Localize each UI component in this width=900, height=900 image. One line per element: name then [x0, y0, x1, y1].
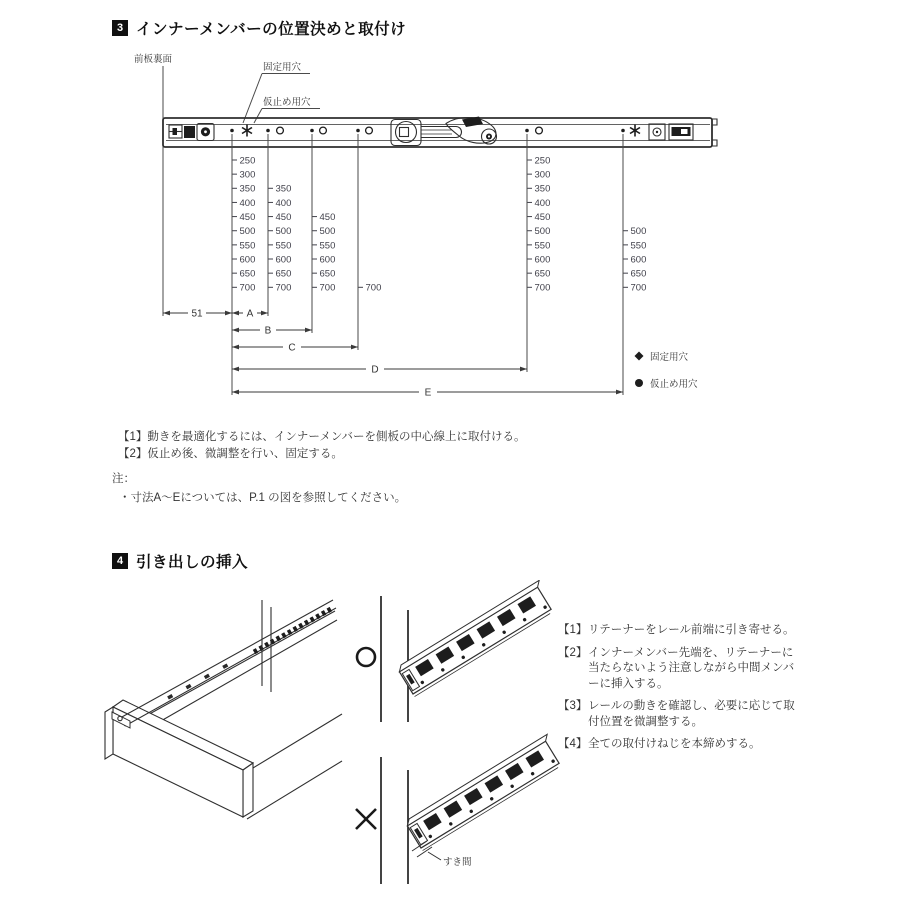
- scale-value: 700: [534, 282, 551, 294]
- step-4: [558, 737, 804, 753]
- dim-C: C: [288, 342, 296, 354]
- scale-value: 550: [534, 240, 551, 252]
- length-scales: [233, 155, 647, 293]
- section3-title: インナーメンバーの位置決めと取付け: [136, 21, 407, 38]
- filled-circle-icon: [635, 379, 643, 387]
- section4-steps: [558, 623, 804, 760]
- step-3: [558, 699, 804, 730]
- section3-number-badge: 3: [112, 20, 128, 36]
- scale-value: 600: [630, 254, 647, 266]
- scale-value: 650: [319, 268, 336, 280]
- scale-value: 600: [319, 254, 336, 266]
- section4-number-badge: 4: [112, 553, 128, 569]
- scale-value: 300: [239, 169, 256, 181]
- ng-mark: [356, 809, 376, 829]
- step-1-text: リテーナーをレール前端に引き寄せる。: [588, 624, 795, 636]
- step-1-marker: 【1】: [558, 624, 588, 636]
- section3-notes: [118, 429, 658, 463]
- scale-value: 650: [630, 268, 647, 280]
- temp-hole-callout: 仮止め用穴: [263, 97, 311, 108]
- step-2-text: インナーメンバー先端を、リテーナーに当たらないよう注意しながら中間メンバーに挿入する。: [588, 646, 795, 690]
- correct-example: [357, 580, 557, 722]
- step-2-marker: 【2】: [558, 646, 588, 659]
- scale-value: 250: [534, 155, 551, 167]
- scale-value: 500: [275, 226, 292, 238]
- scale-value: 700: [239, 282, 256, 294]
- scale-value: 650: [534, 268, 551, 280]
- dim-D: D: [371, 364, 379, 376]
- scale-value: 400: [239, 197, 256, 209]
- scale-value: 500: [630, 226, 647, 238]
- fixing-hole-callout: 固定用穴: [263, 62, 302, 73]
- dim-51: 51: [191, 308, 203, 320]
- diamond-icon: [635, 352, 644, 361]
- rail-front-latch: [169, 124, 214, 141]
- note-bullet: ・寸法A～Eについては、P.1 の図を参照してください。: [119, 492, 407, 504]
- gap-label: すき間: [443, 857, 472, 868]
- scale-value: 350: [275, 183, 292, 195]
- temp-holes: [277, 127, 543, 134]
- rail-detail-flush: [397, 580, 557, 696]
- slide-rail: [163, 117, 717, 148]
- scale-value: 700: [365, 282, 382, 294]
- scale-value: 700: [630, 282, 647, 294]
- section4-title: 引き出しの挿入: [136, 554, 249, 571]
- step-3-marker: 【3】: [558, 700, 588, 712]
- temp-hole-leader: [254, 109, 262, 124]
- scale-value: 500: [239, 226, 256, 238]
- fixing-hole-leader: [243, 74, 262, 124]
- legend-temp-label: 仮止め用穴: [650, 379, 698, 390]
- scale-value: 350: [534, 183, 551, 195]
- scale-value: 650: [275, 268, 292, 280]
- scale-value: 450: [239, 211, 256, 223]
- scale-value: 600: [239, 254, 256, 266]
- note-line-1: 【1】動きを最適化するには、インナーメンバーを側板の中心線上に取付ける。: [118, 431, 526, 443]
- rail-detail-gap: [405, 734, 565, 850]
- fixing-hole-star-right: [630, 125, 640, 137]
- drawer-illustration: [105, 600, 342, 819]
- rail-position-diagram: [0, 0, 900, 420]
- scale-value: 550: [319, 240, 336, 252]
- note-line-2: 【2】仮止め後、微調整を行い、固定する。: [118, 448, 343, 460]
- scale-value: 400: [275, 197, 292, 209]
- scale-value: 400: [534, 197, 551, 209]
- drawer-insert-diagram: [0, 580, 620, 900]
- scale-value: 550: [275, 240, 292, 252]
- step-2: [558, 646, 804, 693]
- fixing-hole-star-left: [242, 125, 252, 137]
- step-1: [558, 623, 804, 639]
- scale-value: 450: [319, 211, 336, 223]
- scale-value: 350: [239, 183, 256, 195]
- scale-value: 650: [239, 268, 256, 280]
- legend-fixing-label: 固定用穴: [650, 352, 689, 363]
- dim-A: A: [246, 308, 254, 320]
- section4-heading: [112, 550, 248, 572]
- scale-value: 600: [534, 254, 551, 266]
- step-4-marker: 【4】: [558, 738, 588, 750]
- ok-mark: [357, 648, 375, 666]
- scale-value: 250: [239, 155, 256, 167]
- incorrect-example: [356, 734, 565, 884]
- scale-value: 600: [275, 254, 292, 266]
- front-panel-label: 前板裏面: [134, 54, 173, 65]
- drawer-slide-rail: [112, 600, 336, 728]
- scale-value: 550: [630, 240, 647, 252]
- rail-rear-latch: [649, 124, 693, 140]
- section3-heading: [112, 17, 406, 39]
- step-4-text: 全ての取付けねじを本締めする。: [588, 738, 761, 750]
- scale-value: 700: [319, 282, 336, 294]
- hole-anchor-dots: [230, 129, 625, 133]
- scale-value: 500: [319, 226, 336, 238]
- scale-value: 550: [239, 240, 256, 252]
- dim-E: E: [424, 387, 432, 399]
- scale-value: 300: [534, 169, 551, 181]
- step-3-text: レールの動きを確認し、必要に応じて取付位置を微調整する。: [588, 700, 795, 728]
- drawer-front-panel: [105, 700, 253, 817]
- note-head: 注：: [112, 473, 135, 485]
- scale-value: 450: [275, 211, 292, 223]
- rail-lock-mechanism: [391, 117, 497, 146]
- scale-value: 500: [534, 226, 551, 238]
- hole-legend: [635, 351, 699, 390]
- dim-B: B: [264, 325, 272, 337]
- scale-value: 700: [275, 282, 292, 294]
- scale-value: 450: [534, 211, 551, 223]
